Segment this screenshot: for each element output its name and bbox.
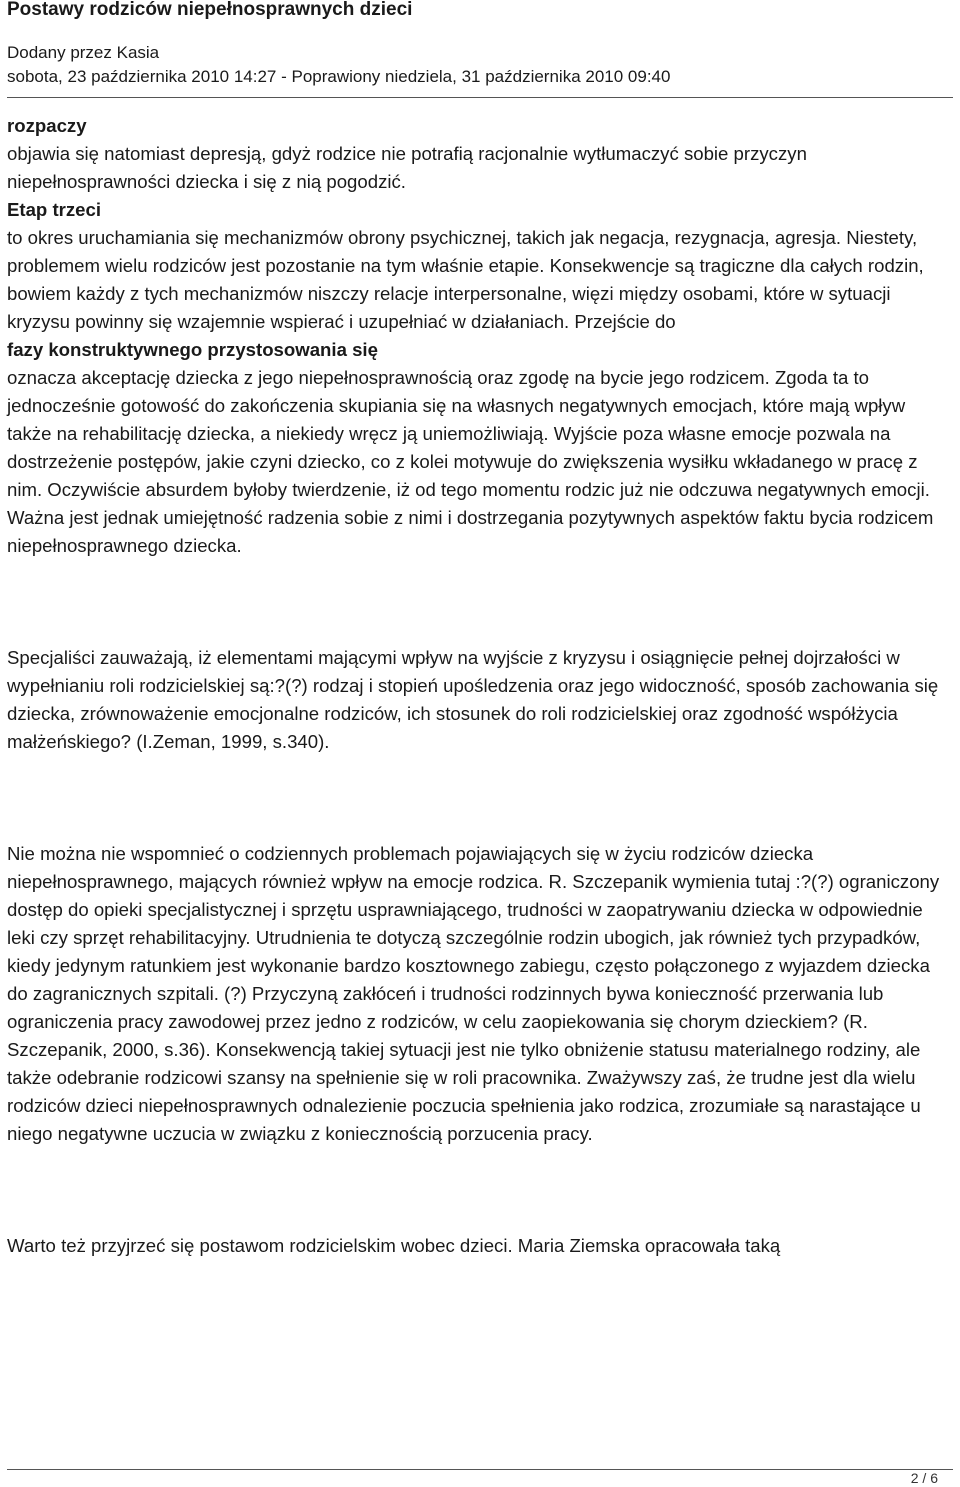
spacer (7, 560, 953, 644)
paragraph-parental-attitudes: Warto też przyjrzeć się postawom rodzicielskim wobec dzieci. Maria Ziemska opracowała taką (7, 1235, 781, 1256)
stage-heading-despair: rozpaczy (7, 115, 87, 136)
header-divider (7, 97, 953, 98)
author-line: Dodany przez Kasia (7, 43, 160, 62)
stage-heading-third: Etap trzeci (7, 199, 102, 220)
document-title: Postawy rodziców niepełnosprawnych dzieci (7, 0, 413, 20)
paragraph-stage-three (7, 196, 953, 336)
paragraph-constructive-phase (7, 336, 953, 560)
document-header (7, 0, 953, 89)
date-line: sobota, 23 października 2010 14:27 - Poprawiony niedziela, 31 października 2010 09:40 (7, 67, 671, 86)
spacer (7, 756, 953, 840)
page-number: 2 / 6 (910, 1470, 938, 1486)
paragraph-text: oznacza akceptację dziecka z jego niepełnosprawnością oraz zgodę na bycie jego rodzicem. Zgoda ta to jednocześnie gotowość do zakończenia skupiania się na własnych negatywnych emocjach, które mają wpływ także na rehabilitację dziecka, a niekiedy wręcz ją uniemożliwiają. Wyjście poza własne emocje pozwala na dostrzeżenie postępów, jakie czyni dziecko, co z kolei motywuje do zwiększenia wysiłku wkładanego w pracę z nim. Oczywiście absurdem byłoby twierdzenie, iż od tego momentu rodzic już nie odczuwa negatywnych emocji. Ważna jest jednak umiejętność radzenia sobie z nimi i dostrzegania pozytywnych aspektów faktu bycia rodzicem niepełnosprawnego dziecka. (7, 367, 934, 556)
stage-heading-constructive: fazy konstruktywnego przystosowania się (7, 339, 378, 360)
footer-divider (7, 1469, 953, 1470)
paragraph-rozpaczy (7, 112, 953, 196)
paragraph-text: to okres uruchamiania się mechanizmów obrony psychicznej, takich jak negacja, rezygnacja, agresja. Niestety, problemem wielu rodziców jest pozostanie na tym właśnie etapie. Konsekwencje są tragiczne dla całych rodzin, bowiem każdy z tych mechanizmów niszczy relacje interpersonalne, więzi między osobami, które w sytuacji kryzysu powinny się wzajemnie wspierać i uzupełniać w działaniach. Przejście do (7, 227, 924, 332)
article-body (7, 112, 953, 1260)
paragraph-daily-problems: Nie można nie wspomnieć o codziennych problemach pojawiających się w życiu rodziców dziecka niepełnosprawnego, mających również wpływ na emocje rodzica. R. Szczepanik wymienia tutaj :?(?) ograniczony dostęp do opieki specjalistycznej i sprzętu usprawniającego, trudności w zaopatrywaniu dziecka w odpowiednie leki czy sprzęt rehabilitacyjny. Utrudnienia te dotyczą szczególnie rodzin ubogich, jak również tych przypadków, kiedy jedynym ratunkiem jest wykonanie bardzo kosztownego zabiegu, często połączonego z wyjazdem dziecka do zagranicznych szpitali. (?) Przyczyną zakłóceń i trudności rodzinnych bywa konieczność przerwania lub ograniczenia pracy zawodowej przez jedno z rodziców, w celu zaopiekowania się chorym dzieckiem? (R. Szczepanik, 2000, s.36). Konsekwencją takiej sytuacji jest nie tylko obniżenie statusu materialnego rodziny, ale także odebranie rodzicowi szansy na spełnienie się w roli pracownika. Zważywszy zaś, że trudne jest dla wielu rodziców dzieci niepełnosprawnych odnalezienie poczucia spełnienia jako rodzica, zrozumiałe są narastające u niego negatywne uczucia w związku z koniecznością porzucenia pracy. (7, 843, 940, 1144)
paragraph-specialists: Specjaliści zauważają, iż elementami mającymi wpływ na wyjście z kryzysu i osiągnięcie pełnej dojrzałości w wypełnianiu roli rodzicielskiej są:?(?) rodzaj i stopień upośledzenia oraz jego widoczność, sposób zachowania się dziecka, zrównoważenie emocjonalne rodziców, ich stosunek do roli rodzicielskiej oraz zgodność współżycia małżeńskiego? (I.Zeman, 1999, s.340). (7, 647, 939, 752)
spacer (7, 1148, 953, 1232)
paragraph-text: objawia się natomiast depresją, gdyż rodzice nie potrafią racjonalnie wytłumaczyć sobie przyczyn niepełnosprawności dziecka i się z nią pogodzić. (7, 143, 807, 192)
